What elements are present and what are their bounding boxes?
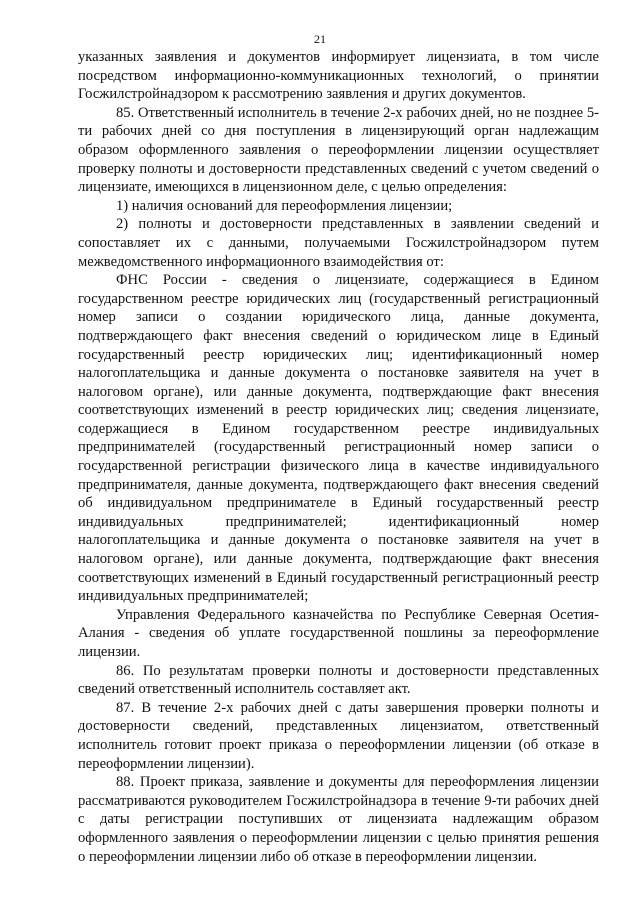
- paragraph-85: 85. Ответственный исполнитель в течение 2-х рабочих дней, но не позднее 5-ти рабочих дней со дня поступления в лицензирующий орган надлежащим образом оформленного заявления о переоформлении лицензии осуществляет проверку полноты и достоверности представленных сведений с учетом сведений о лицензиате, имеющихся в лицензионном деле, с целью определения:: [78, 104, 599, 196]
- paragraph-88: 88. Проект приказа, заявление и документы для переоформления лицензии рассматриваются руководителем Госжилстройнадзора в течение 9-ти рабочих дней с даты регистрации поступивших от лицензиата надлежащим образом оформленного заявления о переоформлении лицензии с целью принятия решения о переоформлении лицензии либо об отказе в переоформлении лицензии.: [78, 774, 599, 865]
- paragraph-87: 87. В течение 2-х рабочих дней с даты завершения проверки полноты и достоверности сведений, представленных лицензиатом, ответственный исполнитель готовит проект приказа о переоформлении лицензии (об отказе в переоформлении лицензии).: [78, 699, 599, 772]
- paragraph-85-item-1: 1) наличия оснований для переоформления лицензии;: [116, 197, 453, 214]
- document-body: [78, 48, 599, 866]
- paragraph-85-item-2: 2) полноты и достоверности представленных в заявлении сведений и сопоставляет их с данными, получаемыми Госжилстройнадзором путем межведомственного информационного взаимодействия от:: [78, 216, 599, 270]
- paragraph-86: 86. По результатам проверки полноты и достоверности представленных сведений ответственный исполнитель составляет акт.: [78, 662, 599, 698]
- page-number: 21: [314, 32, 326, 46]
- paragraph-continuation: указанных заявления и документов информирует лицензиата, в том числе посредством информационно-коммуникационных технологий, о принятии Госжилстройнадзором к рассмотрению заявления и других документов.: [78, 49, 599, 103]
- paragraph-treasury: Управления Федерального казначейства по Республике Северная Осетия-Алания - сведения об уплате государственной пошлины за переоформление лицензии.: [78, 606, 599, 660]
- paragraph-fns-russia: ФНС России - сведения о лицензиате, содержащиеся в Едином государственном реестре юридических лиц (государственный регистрационный номер записи о создании юридического лица, данные документа, подтверждающего факт внесения сведений о юридическом лице в Единый государственный реестр юридических лиц; идентификационный номер налогоплательщика и данные документа о постановке заявителя на учет в налоговом органе), или данные документа, подтверждающие факт внесения соответствующих изменений в реестр юридических лиц; сведения лицензиате, содержащиеся в Едином государственном реестре индивидуальных предпринимателей (государственный регистрационный номер записи о государственной регистрации физического лица в качестве индивидуального предпринимателя, данные документа, подтверждающего факт внесения сведений об индивидуальном предпринимателе в Единый государственный реестр индивидуальных предпринимателей; идентификационный номер налогоплательщика и данные документа о постановке заявителя на учет в налоговом органе), или данные документа, подтверждающие факт внесения соответствующих изменений в Единый государственный регистрационный реестр индивидуальных предпринимателей;: [78, 272, 599, 605]
